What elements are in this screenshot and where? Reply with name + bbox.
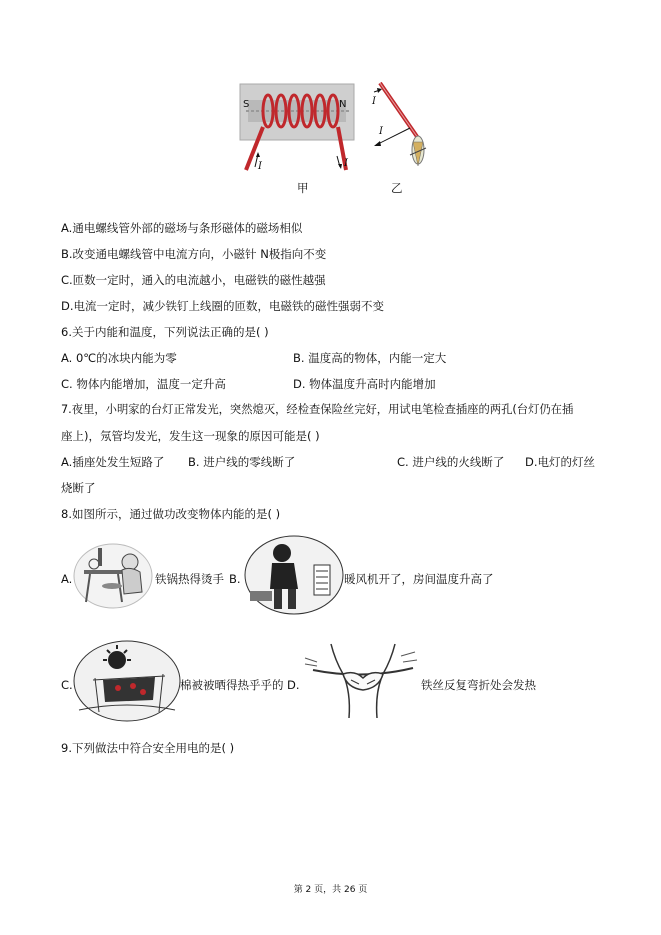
s-pole-label: S [243,99,250,110]
q7-option-d: D.电灯的灯丝 [525,455,596,469]
q5-option-a: A.通电螺线管外部的磁场与条形磁体的磁场相似 [61,221,303,235]
current-label-yi-top: I [372,96,376,107]
q6-option-b: B. 温度高的物体，内能一定大 [293,351,447,365]
q7-option-d-cont: 烧断了 [61,481,96,495]
q5-option-c: C.匝数一定时，通入的电流越小，电磁铁的磁性越强 [61,273,326,287]
q5-option-d: D.电流一定时，减少铁钉上线圈的匝数，电磁铁的磁性强弱不变 [61,299,385,313]
page-footer: 第 2 页，共 26 页 [293,885,368,895]
q8-option-c-letter: C. [61,678,73,692]
figure-caption-yi: 乙 [391,181,403,195]
q8-option-d-letter: D. [287,678,300,692]
current-label-left: I [258,161,262,172]
figure-caption-jia: 甲 [297,181,309,195]
q8-option-d-text: 铁丝反复弯折处会发热 [421,678,536,692]
q8-option-a-letter: A. [61,572,73,586]
sun-quilt-illustration [73,640,181,722]
q8-option-a-text: 铁锅热得烫手 [155,572,224,586]
q7-option-a: A.插座处发生短路了 [61,455,165,469]
q8-option-b-letter: B. [229,572,241,586]
current-label-right: I [344,158,348,169]
q7-option-c: C. 进户线的火线断了 [397,455,505,469]
cooking-pot-illustration [72,540,154,610]
q6-option-a: A. 0℃的冰块内能为零 [61,351,177,365]
q8-option-b-text: 暖风机开了，房间温度升高了 [344,572,494,586]
q6-stem: 6.关于内能和温度，下列说法正确的是( ) [61,325,269,339]
current-label-yi-mid: I [379,126,383,137]
q6-option-c: C. 物体内能增加，温度一定升高 [61,377,226,391]
q7-stem-line2: 座上)，氖管均发光，发生这一现象的原因可能是( ) [61,429,320,443]
q7-stem-line1: 7.夜里，小明家的台灯正常发光，突然熄灭，经检查保险丝完好，用试电笔检查插座的两孔(台灯仍在插 [61,403,574,416]
compass-wire-figure [366,80,436,175]
q8-stem: 8.如图所示，通过做功改变物体内能的是( ) [61,507,281,521]
q9-stem: 9.下列做法中符合安全用电的是( ) [61,741,235,755]
q8-option-c-text: 棉被被晒得热乎乎的 [180,678,284,692]
q7-option-b: B. 进户线的零线断了 [188,455,296,469]
q6-option-d: D. 物体温度升高时内能增加 [293,377,436,391]
bending-wire-illustration [303,640,423,722]
q5-option-b: B.改变通电螺线管中电流方向，小磁针 N极指向不变 [61,247,327,261]
n-pole-label: N [339,99,347,110]
heater-illustration [244,535,344,615]
